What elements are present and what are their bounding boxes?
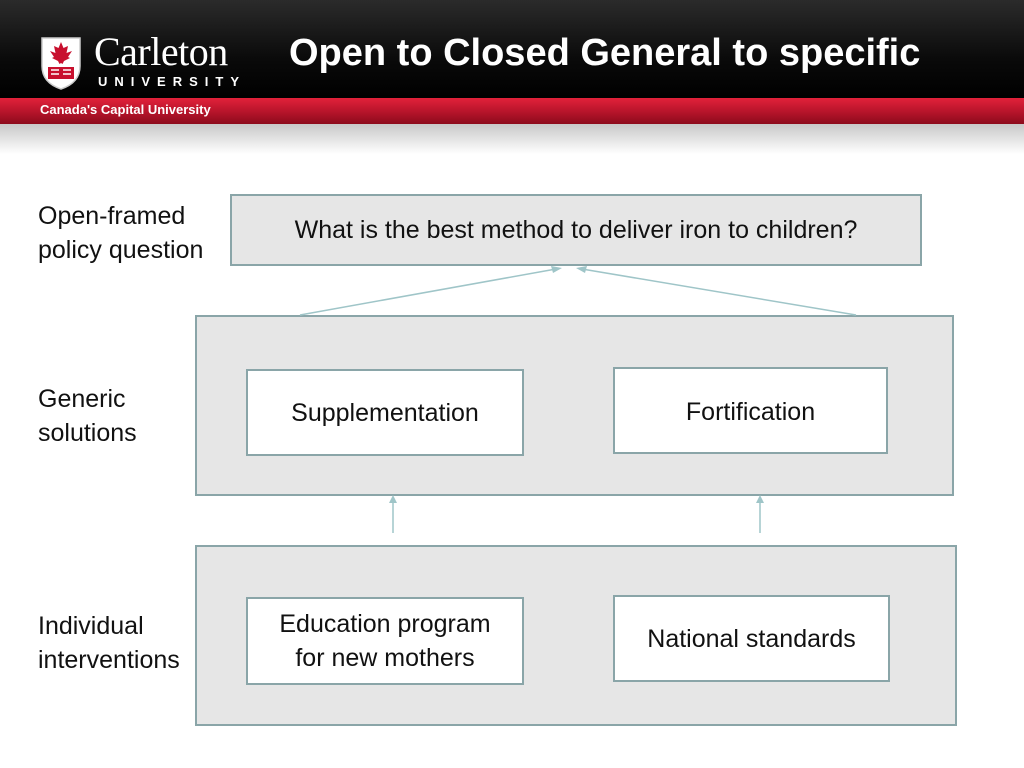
arrow-fortification-to-question	[582, 269, 856, 315]
logo-wordmark: Carleton	[94, 29, 228, 74]
slide-title: Open to Closed General to specific	[289, 32, 921, 74]
arrow-supplementation-to-question	[300, 269, 556, 315]
intervention-text: Education program for new mothers	[279, 610, 491, 672]
arrowhead-icon	[551, 266, 562, 273]
label-generic-solutions: Generic solutions	[38, 385, 137, 447]
arrowhead-icon	[389, 495, 397, 503]
solution-text: Supplementation	[291, 398, 479, 427]
policy-question-text: What is the best method to deliver iron to children?	[294, 215, 858, 244]
solution-text: Fortification	[685, 398, 816, 426]
arrowhead-icon	[576, 266, 587, 273]
intervention-text: National standards	[647, 624, 856, 653]
label-individual-interventions: Individual interventions	[38, 612, 180, 674]
logo-subtitle: UNIVERSITY	[98, 74, 247, 89]
label-open-framed-question: Open-framed policy question	[38, 202, 204, 264]
tagline: Canada's Capital University	[40, 102, 211, 117]
arrowhead-icon	[756, 495, 764, 503]
